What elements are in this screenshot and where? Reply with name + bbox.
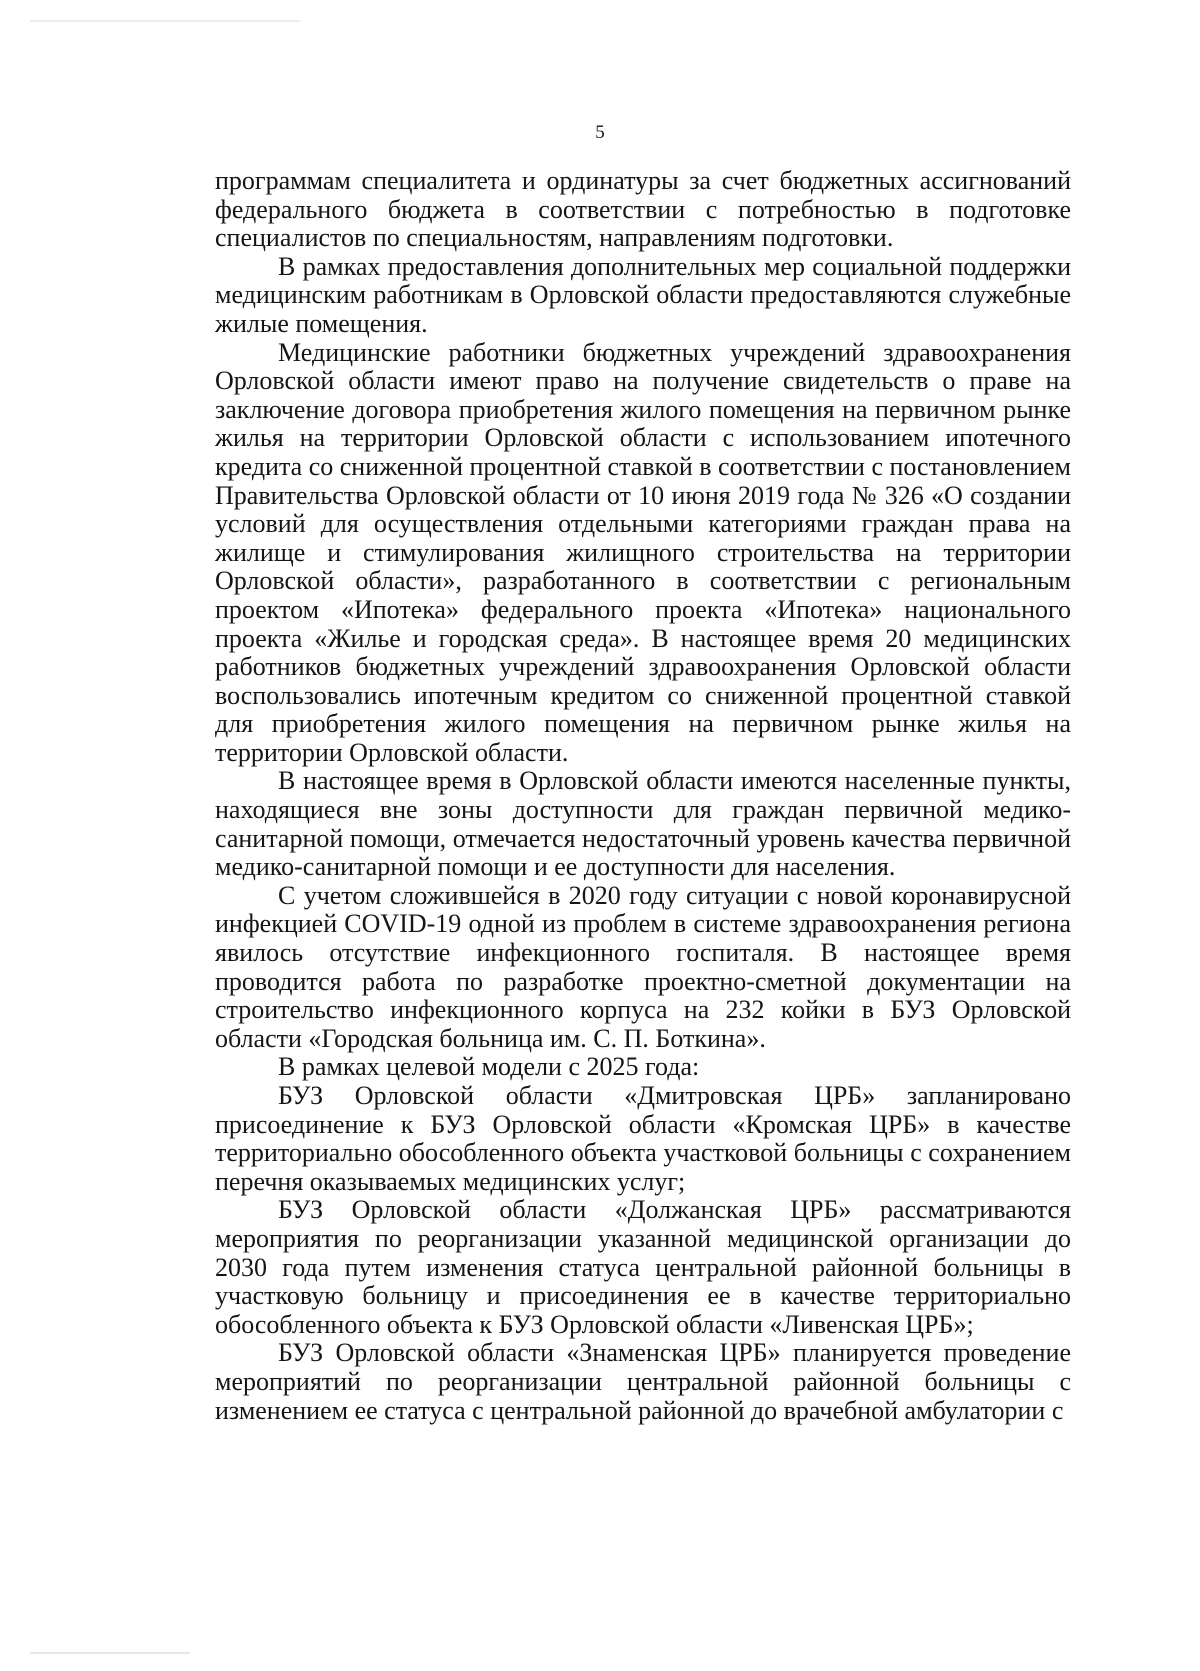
scan-artifact-top — [30, 20, 300, 22]
paragraph: БУЗ Орловской области «Знаменская ЦРБ» планируется проведение мероприятий по реорганизации центральной районной больницы с изменением ее статуса с центральной районной до врачебной амбулатории с — [215, 1338, 1071, 1425]
scan-artifact-bottom — [30, 1652, 190, 1654]
paragraph: С учетом сложившейся в 2020 году ситуации с новой коронавирусной инфекцией COVID-19 одной из проблем в системе здравоохранения региона явилось отсутствие инфекционного госпиталя. В настоящее время проводится работа по разработке проектно-сметной документации на строительство инфекционного корпуса на 232 койки в БУЗ Орловской области «Городская больница им. С. П. Боткина». — [215, 880, 1071, 1053]
paragraph: программам специалитета и ординатуры за счет бюджетных ассигнований федерального бюджета в соответствии с потребностью в подготовке специалистов по специальностям, направлениям подготовки. — [215, 166, 1071, 253]
document-body — [215, 167, 1071, 1425]
paragraph: БУЗ Орловской области «Должанская ЦРБ» рассматриваются мероприятия по реорганизации указанной медицинской организации до 2030 года путем изменения статуса центральной районной больницы в участковую больницу и присоединения ее в качестве территориально обособленного объекта к БУЗ Орловской области «Ливенская ЦРБ»; — [215, 1195, 1071, 1339]
paragraph: В рамках предоставления дополнительных мер социальной поддержки медицинским работникам в Орловской области предоставляются служебные жилые помещения. — [215, 251, 1071, 338]
paragraph: В настоящее время в Орловской области имеются населенные пункты, находящиеся вне зоны доступности для граждан первичной медико-санитарной помощи, отмечается недостаточный уровень качества первичной медико-санитарной помощи и ее доступности для населения. — [215, 766, 1071, 882]
paragraph: Медицинские работники бюджетных учреждений здравоохранения Орловской области имеют право на получение свидетельств о праве на заключение договора приобретения жилого помещения на первичном рынке жилья на территории Орловской области с использованием ипотечного кредита со сниженной процентной ставкой в соответствии с постановлением Правительства Орловской области от 10 июня 2019 года № 326 «О создании условий для осуществления отдельными категориями граждан права на жилище и стимулирования жилищного строительства на территории Орловской области», разработанного в соответствии с региональным проектом «Ипотека» федерального проекта «Ипотека» национального проекта «Жилье и городская среда». В настоящее время 20 медицинских работников бюджетных учреждений здравоохранения Орловской области воспользовались ипотечным кредитом со сниженной процентной ставкой для приобретения жилого помещения на первичном рынке жилья на территории Орловской области. — [215, 337, 1071, 767]
paragraph: В рамках целевой модели с 2025 года: — [278, 1052, 700, 1082]
paragraph: БУЗ Орловской области «Дмитровская ЦРБ» запланировано присоединение к БУЗ Орловской области «Кромская ЦРБ» в качестве территориально обособленного объекта участковой больницы с сохранением перечня оказываемых медицинских услуг; — [215, 1081, 1071, 1196]
page-number: 5 — [595, 122, 605, 143]
